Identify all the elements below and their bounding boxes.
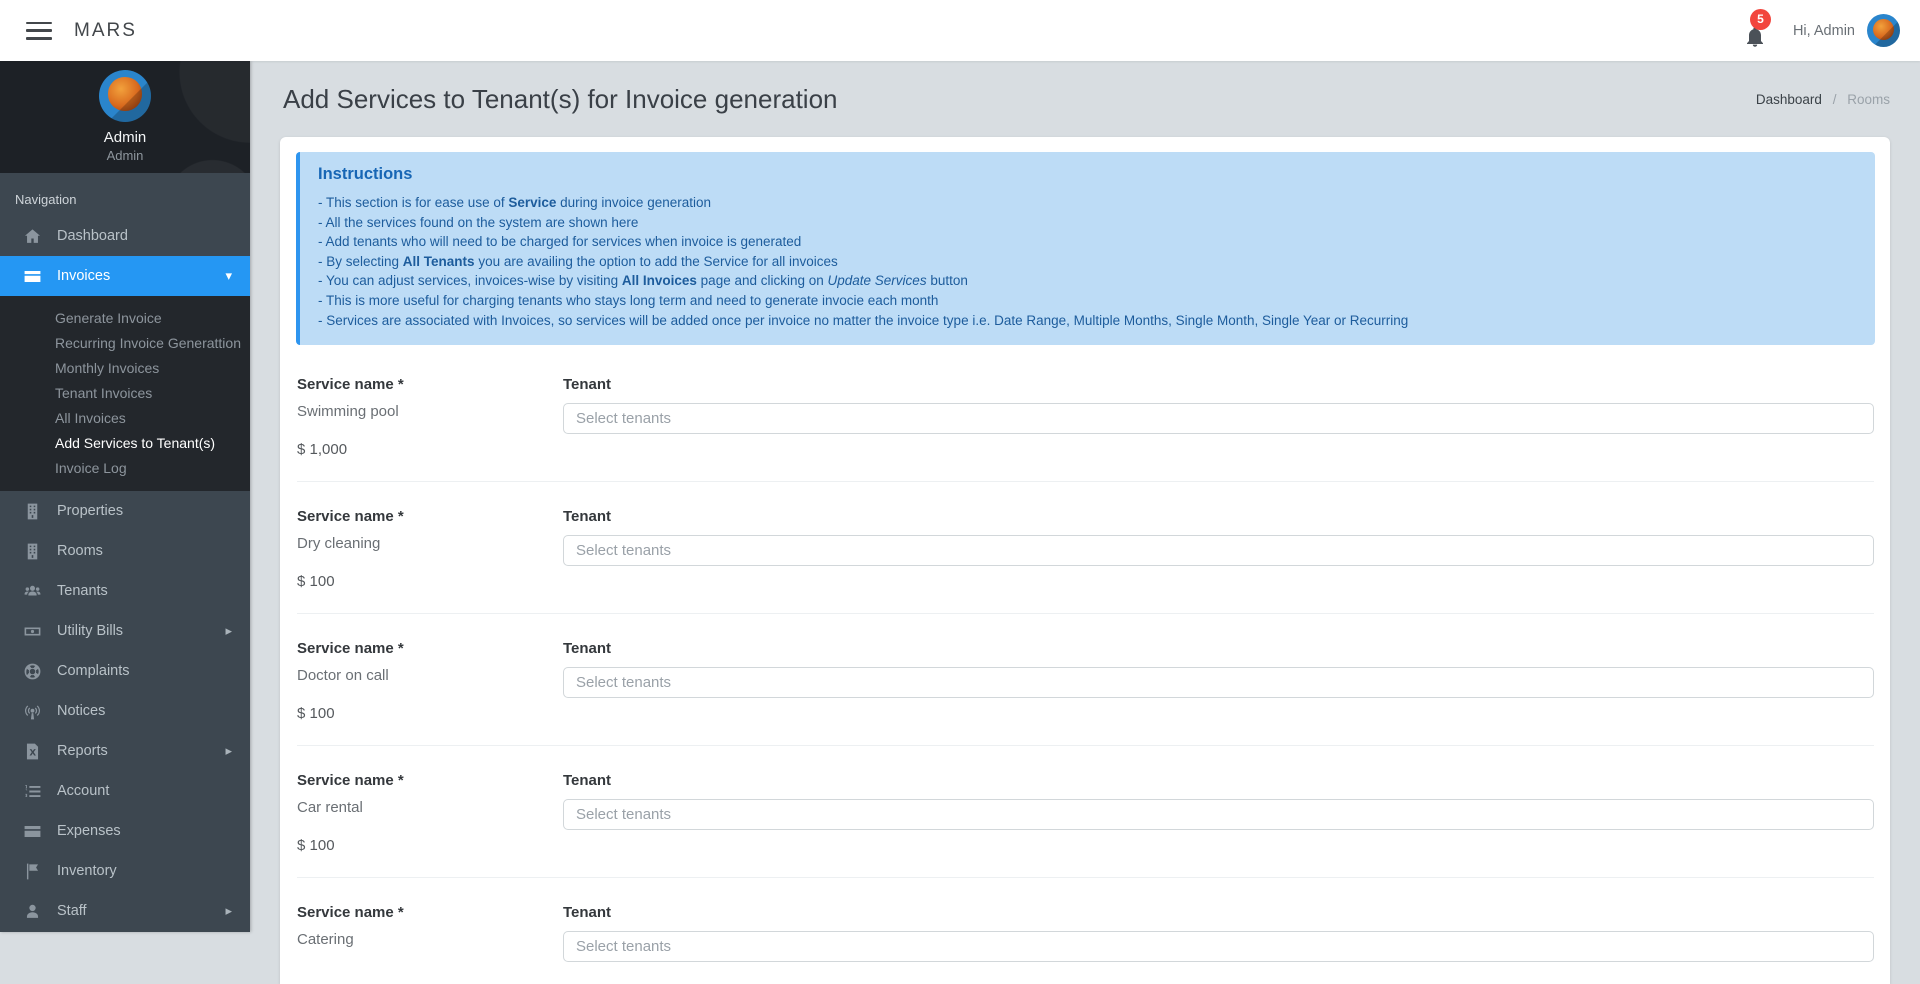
sidebar-item-label: Tenants	[57, 583, 108, 599]
service-rows-list	[296, 350, 1875, 984]
service-name-label: Service name *	[297, 640, 404, 658]
profile-name: Admin	[103, 129, 147, 146]
sidebar-item-label: Utility Bills	[57, 623, 124, 639]
list-icon	[20, 782, 44, 801]
chevron-down-icon: ▾	[225, 268, 232, 283]
breadcrumb	[1756, 92, 1890, 107]
life-ring-icon	[20, 662, 44, 681]
building-icon	[20, 502, 44, 521]
instruction-line: - Add tenants who will need to be charged for services when invoice is generated	[318, 234, 802, 250]
tenant-label: Tenant	[563, 376, 612, 394]
service-column	[297, 904, 563, 962]
sidebar-item-label: Invoices	[57, 268, 111, 284]
tenant-select-input-swimming-pool[interactable]	[563, 403, 1874, 434]
instruction-line: - Services are associated with Invoices, so services will be added once per invoice no matter the invoice type i.e. Date Range, Multiple Months, Single Month, Single Year or Recurring	[318, 312, 1409, 328]
breadcrumb-separator: /	[1832, 91, 1837, 107]
submenu-item-invoice-log[interactable]: Invoice Log	[55, 459, 127, 476]
tenant-select-input-car-rental[interactable]	[563, 799, 1874, 830]
tenant-label: Tenant	[563, 640, 612, 658]
sidebar-item-expenses[interactable]	[0, 811, 250, 851]
sidebar-item-inventory[interactable]	[0, 851, 250, 891]
sidebar-item-properties[interactable]	[0, 491, 250, 531]
sidebar	[0, 61, 250, 932]
service-name-value: Swimming pool	[297, 403, 399, 421]
main-content	[250, 61, 1920, 949]
sidebar-item-label: Account	[57, 783, 110, 799]
sidebar-item-label: Reports	[57, 743, 108, 759]
home-icon	[20, 227, 44, 246]
service-row	[297, 482, 1874, 614]
users-icon	[20, 582, 44, 601]
submenu-item-recurring-invoice-generattion[interactable]: Recurring Invoice Generattion	[55, 334, 241, 351]
service-row	[297, 350, 1874, 482]
instruction-line: - This is more useful for charging tenants who stays long term and need to generate invocie each month	[318, 292, 939, 308]
service-name-label: Service name *	[297, 904, 404, 922]
submenu-invoices	[0, 296, 250, 491]
service-price: $ 100	[297, 837, 335, 855]
page-title: Add Services to Tenant(s) for Invoice generation	[283, 83, 838, 114]
tenant-column	[563, 508, 1874, 591]
submenu-item-generate-invoice[interactable]: Generate Invoice	[55, 309, 162, 326]
navigation-section-label: Navigation	[15, 192, 77, 207]
service-name-value: Car rental	[297, 799, 363, 817]
sidebar-item-complaints[interactable]	[0, 651, 250, 691]
sidebar-item-reports[interactable]	[0, 731, 250, 771]
building-icon	[20, 542, 44, 561]
service-row	[297, 614, 1874, 746]
sidebar-item-dashboard[interactable]	[0, 216, 250, 256]
service-name-value: Dry cleaning	[297, 535, 381, 553]
chevron-right-icon: ▸	[225, 623, 232, 638]
notification-badge: 5	[1750, 9, 1771, 30]
service-column	[297, 508, 563, 591]
instructions-title: Instructions	[318, 165, 413, 183]
chevron-right-icon: ▸	[225, 903, 232, 918]
notifications-button[interactable]	[1741, 11, 1771, 51]
page-header	[250, 61, 1920, 137]
content-panel	[280, 137, 1890, 984]
sidebar-item-label: Staff	[57, 903, 87, 919]
sidebar-item-notices[interactable]	[0, 691, 250, 731]
service-name-value: Catering	[297, 931, 354, 949]
chevron-right-icon: ▸	[225, 743, 232, 758]
service-column	[297, 640, 563, 723]
submenu-item-monthly-invoices[interactable]: Monthly Invoices	[55, 359, 160, 376]
sidebar-item-staff[interactable]	[0, 891, 250, 931]
file-excel-icon	[20, 742, 44, 761]
tenant-column	[563, 640, 1874, 723]
sidebar-item-label: Inventory	[57, 863, 117, 879]
tenant-label: Tenant	[563, 508, 612, 526]
breadcrumb-dashboard[interactable]: Dashboard	[1755, 91, 1822, 107]
service-row	[297, 746, 1874, 878]
tenant-column	[563, 376, 1874, 459]
sidebar-profile	[0, 61, 250, 173]
service-name-label: Service name *	[297, 508, 404, 526]
service-row	[297, 878, 1874, 984]
sidebar-nav	[0, 216, 250, 931]
sidebar-item-invoices[interactable]	[0, 256, 250, 296]
sidebar-item-label: Notices	[57, 703, 106, 719]
sidebar-item-label: Properties	[57, 503, 124, 519]
service-column	[297, 772, 563, 855]
tenant-select-input-catering[interactable]	[563, 931, 1874, 962]
tenant-column	[563, 772, 1874, 855]
brand-logo[interactable]: MARS	[74, 19, 137, 41]
service-price: $ 100	[297, 705, 335, 723]
sidebar-item-label: Expenses	[57, 823, 121, 839]
avatar[interactable]	[1867, 14, 1900, 47]
submenu-item-all-invoices[interactable]: All Invoices	[55, 409, 126, 426]
instructions-box	[296, 152, 1875, 345]
submenu-item-add-services-to-tenant-s[interactable]: Add Services to Tenant(s)	[55, 434, 216, 451]
tenant-column	[563, 904, 1874, 962]
user-greeting: Hi, Admin	[1792, 22, 1855, 39]
top-navbar	[0, 0, 1920, 61]
tenant-select-input-doctor-on-call[interactable]	[563, 667, 1874, 698]
service-name-label: Service name *	[297, 772, 404, 790]
instructions-lines	[318, 193, 1857, 330]
invoice-icon	[20, 267, 44, 286]
instruction-line: - By selecting All Tenants you are availing the option to add the Service for all invoices	[318, 253, 838, 269]
sidebar-item-label: Rooms	[57, 543, 103, 559]
flag-icon	[20, 862, 44, 881]
sidebar-item-rooms[interactable]	[0, 531, 250, 571]
breadcrumb-current: Rooms	[1847, 91, 1890, 107]
instruction-line: - This section is for ease use of Service during invoice generation	[318, 195, 711, 210]
tenant-label: Tenant	[563, 772, 612, 790]
sidebar-item-utility-bills[interactable]	[0, 611, 250, 651]
service-price: $ 1,000	[297, 441, 348, 459]
profile-avatar[interactable]	[99, 70, 151, 122]
user-icon	[20, 902, 44, 921]
instruction-line: - You can adjust services, invoices-wise by visiting All Invoices page and clicking on Update Services button	[318, 273, 968, 289]
sidebar-item-label: Complaints	[57, 663, 130, 679]
money-icon	[20, 622, 44, 641]
submenu-item-tenant-invoices[interactable]: Tenant Invoices	[55, 384, 153, 401]
sidebar-item-account[interactable]	[0, 771, 250, 811]
broadcast-icon	[20, 702, 44, 721]
hamburger-menu-icon[interactable]	[26, 22, 52, 40]
sidebar-item-tenants[interactable]	[0, 571, 250, 611]
credit-card-icon	[20, 822, 44, 841]
tenant-label: Tenant	[563, 904, 612, 922]
instruction-line: - All the services found on the system are shown here	[318, 214, 639, 230]
service-name-value: Doctor on call	[297, 667, 389, 685]
profile-role: Admin	[106, 148, 144, 163]
service-price: $ 100	[297, 573, 335, 591]
tenant-select-input-dry-cleaning[interactable]	[563, 535, 1874, 566]
sidebar-item-label: Dashboard	[57, 228, 128, 244]
service-column	[297, 376, 563, 459]
service-name-label: Service name *	[297, 376, 404, 394]
